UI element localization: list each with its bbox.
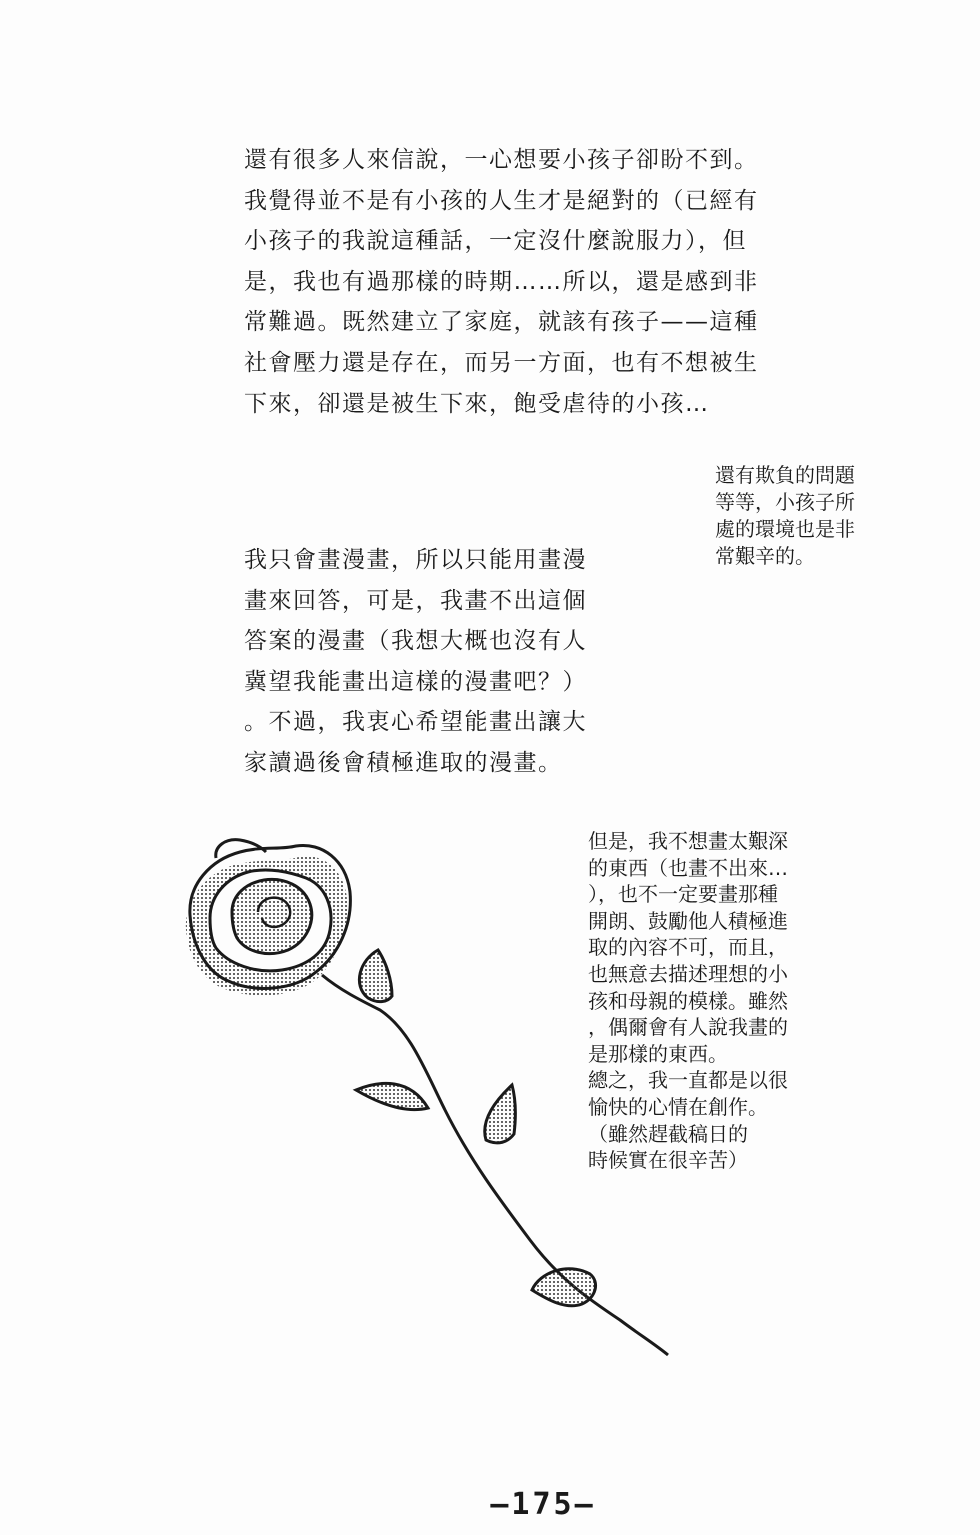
page-number: —175— bbox=[490, 1487, 596, 1522]
text-line: 社會壓力還是存在，而另一方面，也有不想被生 bbox=[244, 349, 759, 376]
main-paragraph bbox=[244, 140, 759, 424]
text-line: 答案的漫畫（我想大概也沒有人 bbox=[244, 628, 587, 655]
note-line: 還有欺負的問題 bbox=[715, 463, 855, 487]
note-line: 也無意去描述理想的小 bbox=[588, 961, 788, 986]
note-line: 的東西（也畫不出來… bbox=[588, 855, 788, 880]
note-line: 常艱辛的。 bbox=[715, 544, 815, 568]
rose-leaf-2 bbox=[356, 1083, 428, 1109]
note-line: 處的環境也是非 bbox=[715, 517, 855, 541]
note-line: （雖然趕截稿日的 bbox=[588, 1121, 748, 1146]
note-line: 愉快的心情在創作。 bbox=[588, 1094, 768, 1119]
text-line: 。不過，我衷心希望能畫出讓大 bbox=[244, 709, 587, 736]
text-line: 畫來回答，可是，我畫不出這個 bbox=[244, 587, 587, 614]
note-line: 取的內容不可，而且， bbox=[588, 935, 788, 960]
text-line: 常難過。既然建立了家庭，就該有孩子——這種 bbox=[244, 309, 759, 336]
side-note-1 bbox=[715, 462, 855, 570]
note-line: 是那樣的東西。 bbox=[588, 1041, 728, 1066]
rose-leaf-4 bbox=[532, 1269, 596, 1306]
note-line: ），也不一定要畫那種 bbox=[588, 882, 778, 907]
text-line: 家讀過後會積極進取的漫畫。 bbox=[244, 749, 563, 776]
side-note-2 bbox=[588, 828, 788, 1174]
note-line: 但是，我不想畫太艱深 bbox=[588, 829, 788, 853]
note-line: 孩和母親的模樣。雖然 bbox=[588, 988, 788, 1013]
note-line: 等等，小孩子所 bbox=[715, 490, 855, 514]
text-line: 是，我也有過那樣的時期……所以，還是感到非 bbox=[244, 268, 759, 295]
rose-leaf-3 bbox=[485, 1085, 516, 1143]
rose-inner-core bbox=[232, 879, 312, 953]
text-line: 我覺得並不是有小孩的人生才是絕對的（已經有 bbox=[244, 187, 759, 214]
note-line: 開朗、鼓勵他人積極進 bbox=[588, 908, 788, 933]
middle-paragraph bbox=[244, 540, 587, 784]
text-line: 小孩子的我說這種話，一定沒什麼說服力），但 bbox=[244, 228, 747, 255]
note-line: ，偶爾會有人說我畫的 bbox=[588, 1015, 788, 1040]
rose-leaf-1 bbox=[359, 950, 392, 1002]
note-line: 總之，我一直都是以很 bbox=[588, 1068, 788, 1093]
note-line: 時候實在很辛苦） bbox=[588, 1148, 748, 1173]
text-line: 下來，卻還是被生下來，飽受虐待的小孩… bbox=[244, 390, 710, 417]
text-line: 冀望我能畫出這樣的漫畫吧？） bbox=[244, 668, 587, 695]
text-line: 我只會畫漫畫，所以只能用畫漫 bbox=[244, 547, 587, 573]
text-line: 還有很多人來信說，一心想要小孩子卻盼不到。 bbox=[244, 147, 759, 173]
